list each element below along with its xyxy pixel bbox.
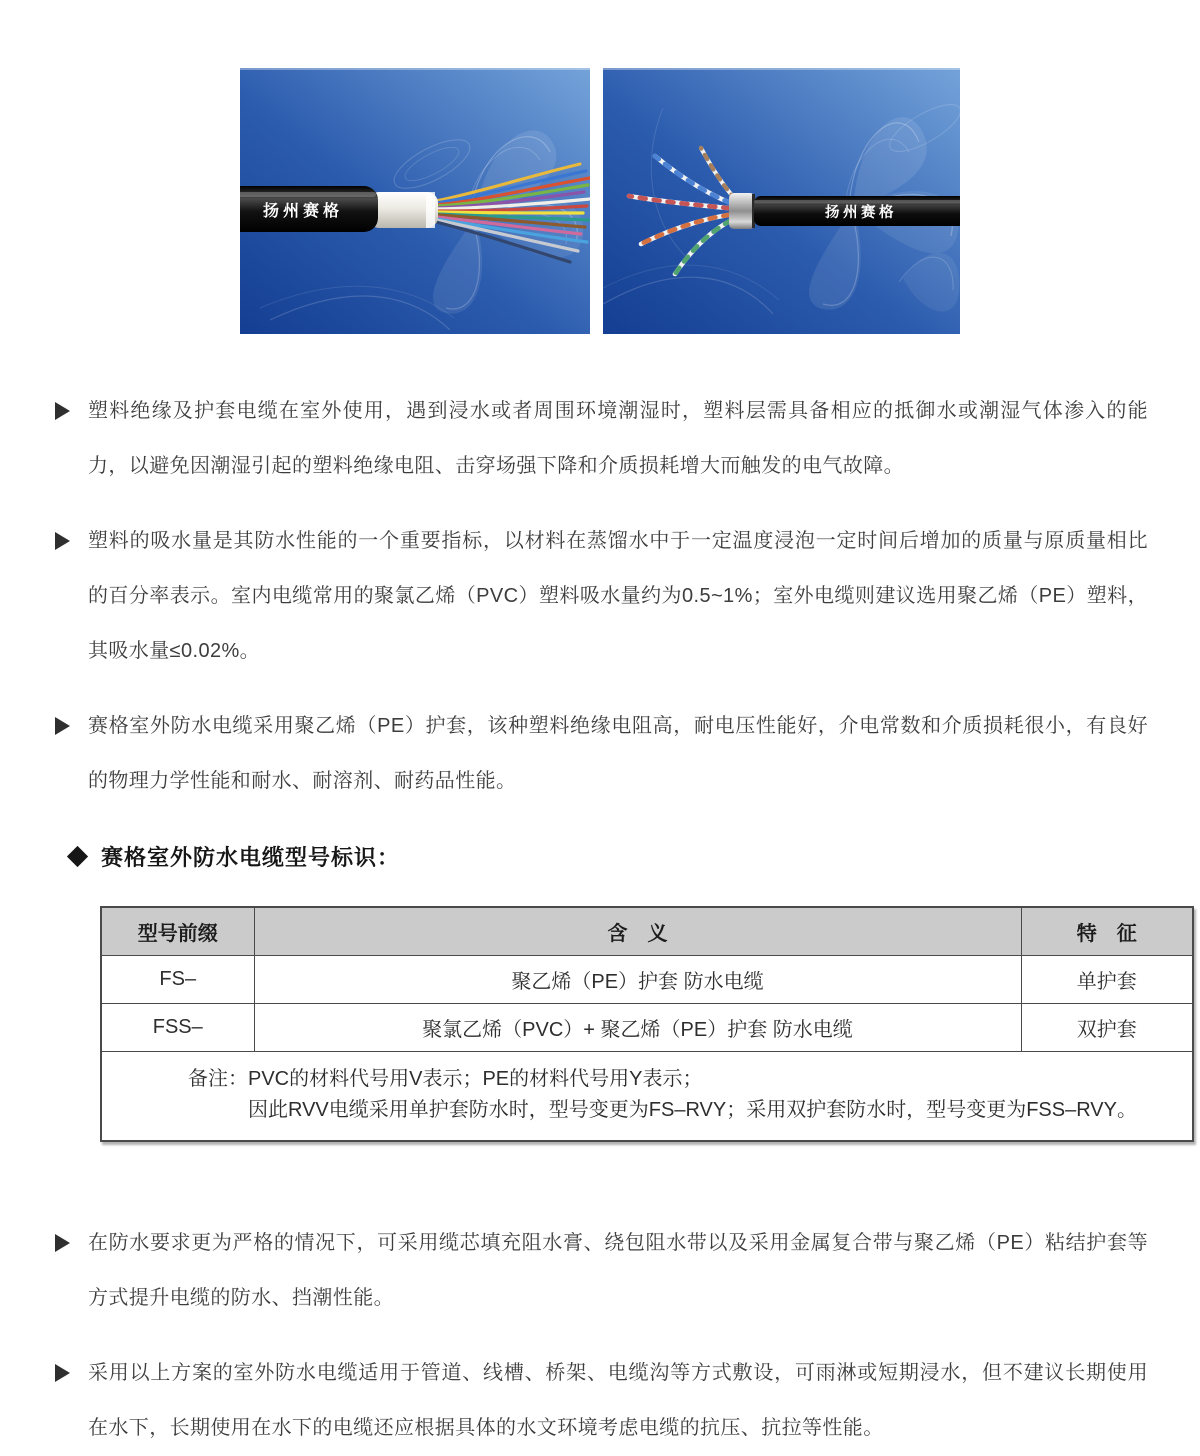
col-header-feature: 特 征 bbox=[1021, 907, 1193, 956]
cable-photo-right bbox=[603, 68, 960, 334]
bullet-item bbox=[52, 699, 1148, 809]
brand-text-left: 扬州赛格 bbox=[262, 203, 344, 220]
bullet-text: 采用以上方案的室外防水电缆适用于管道、线槽、桥架、电缆沟等方式敷设，可雨淋或短期浸水，但不建议长期使用在水下，长期使用在水下的电缆还应根据具体的水文环境考虑电缆的抗压、抗拉等性能。 bbox=[88, 1362, 1148, 1439]
product-images bbox=[0, 0, 1200, 334]
diamond-icon bbox=[67, 846, 88, 867]
cell-prefix: FS– bbox=[101, 956, 254, 1004]
bullet-triangle-icon bbox=[55, 1364, 70, 1382]
bullet-triangle-icon bbox=[55, 1234, 70, 1252]
section-title: 赛格室外防水电缆型号标识： bbox=[101, 845, 401, 870]
table-header-row bbox=[101, 907, 1193, 956]
cable-photo-left-art bbox=[240, 68, 590, 334]
section-heading bbox=[70, 841, 1148, 872]
cell-feature: 单护套 bbox=[1021, 956, 1193, 1004]
note-line-2: 因此RVV电缆采用单护套防水时，型号变更为FS–RVY；采用双护套防水时，型号变更为FSS–RVY。 bbox=[248, 1099, 1137, 1121]
bullet-text: 赛格室外防水电缆采用聚乙烯（PE）护套，该种塑料绝缘电阻高，耐电压性能好，介电常数和介质损耗很小，有良好的物理力学性能和耐水、耐溶剂、耐药品性能。 bbox=[88, 715, 1148, 792]
bullet-text: 在防水要求更为严格的情况下，可采用缆芯填充阻水膏、绕包阻水带以及采用金属复合带与聚乙烯（PE）粘结护套等方式提升电缆的防水、挡潮性能。 bbox=[88, 1232, 1148, 1309]
col-header-meaning: 含 义 bbox=[254, 907, 1021, 956]
bullet-text: 塑料绝缘及护套电缆在室外使用，遇到浸水或者周围环境潮湿时，塑料层需具备相应的抵御水或潮湿气体渗入的能力，以避免因潮湿引起的塑料绝缘电阻、击穿场强下降和介质损耗增大而触发的电气故障。 bbox=[88, 400, 1148, 477]
twisted-pairs bbox=[629, 148, 743, 274]
bullet-text: 塑料的吸水量是其防水性能的一个重要指标，以材料在蒸馏水中于一定温度浸泡一定时间后增加的质量与原质量相比的百分率表示。室内电缆常用的聚氯乙烯（PVC）塑料吸水量约为0.5~1%；室外电缆则建议选用聚乙烯（PE）塑料，其吸水量≤0.02%。 bbox=[88, 530, 1148, 662]
bullet-item bbox=[52, 514, 1148, 679]
cable-sheath bbox=[368, 192, 438, 228]
table-row bbox=[101, 956, 1193, 1004]
note-text-1: PVC的材料代号用V表示；PE的材料代号用Y表示； bbox=[248, 1068, 703, 1090]
shield-band bbox=[729, 193, 755, 229]
intro-bullets bbox=[52, 384, 1148, 809]
col-header-prefix: 型号前缀 bbox=[101, 907, 254, 956]
cell-prefix: FSS– bbox=[101, 1004, 254, 1052]
note-line-1 bbox=[188, 1064, 1172, 1095]
bullet-item bbox=[52, 1346, 1148, 1456]
body-content bbox=[0, 384, 1200, 1456]
outro-bullets bbox=[52, 1216, 1148, 1456]
table-note bbox=[101, 1052, 1193, 1142]
bullet-item bbox=[52, 1216, 1148, 1326]
cell-feature: 双护套 bbox=[1021, 1004, 1193, 1052]
cell-meaning: 聚氯乙烯（PVC）+ 聚乙烯（PE）护套 防水电缆 bbox=[254, 1004, 1021, 1052]
cell-meaning: 聚乙烯（PE）护套 防水电缆 bbox=[254, 956, 1021, 1004]
bullet-item bbox=[52, 384, 1148, 494]
bullet-triangle-icon bbox=[55, 402, 70, 420]
note-label: 备注： bbox=[188, 1068, 248, 1090]
table-note-row bbox=[101, 1052, 1193, 1142]
model-id-table bbox=[100, 906, 1194, 1142]
cable-photo-left bbox=[240, 68, 590, 334]
table-row bbox=[101, 1004, 1193, 1052]
brand-text-right: 扬州赛格 bbox=[825, 205, 897, 221]
bullet-triangle-icon bbox=[55, 717, 70, 735]
bullet-triangle-icon bbox=[55, 532, 70, 550]
cable-photo-right-art bbox=[603, 68, 960, 334]
